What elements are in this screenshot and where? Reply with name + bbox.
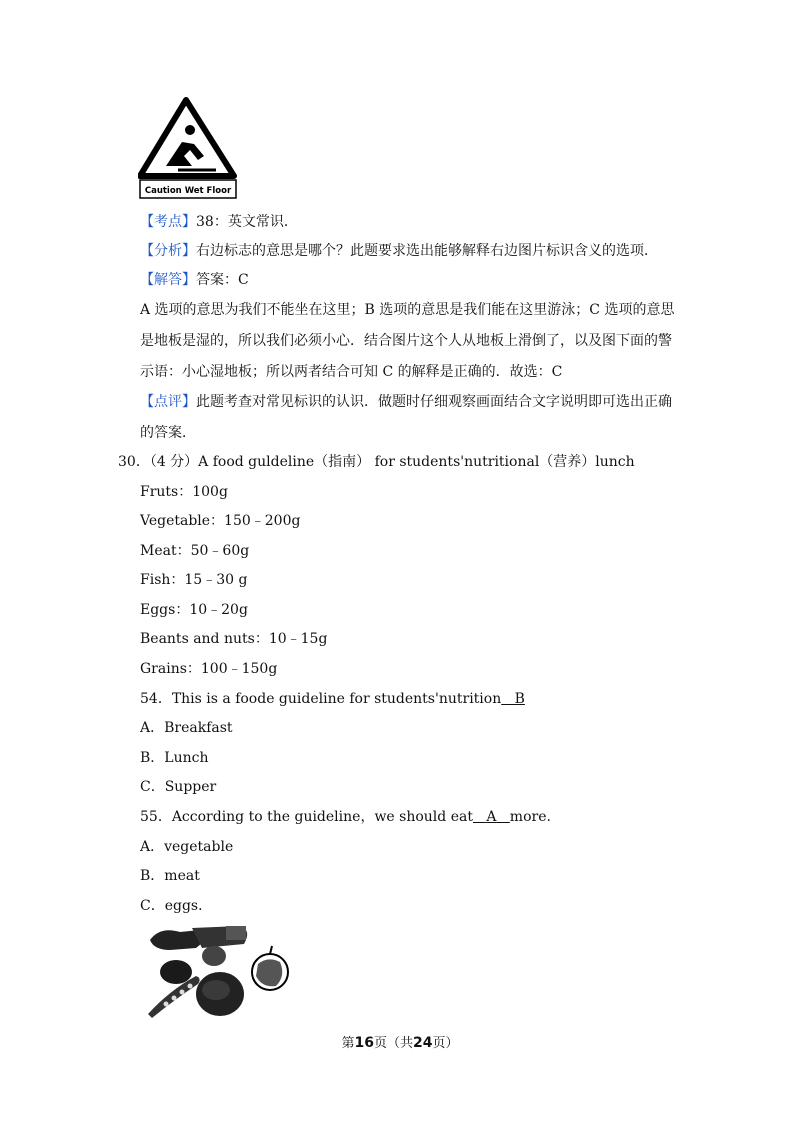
food-item: Fish：15﹣30 g <box>140 572 248 588</box>
total-pages: 24 <box>413 1035 433 1051</box>
kaodian-line <box>140 212 298 232</box>
question-54-text: 54．This is a foode guideline for students'nutrition <box>140 691 502 707</box>
dianping-text-cont: 的答案． <box>140 425 196 441</box>
food-item: Eggs：10﹣20g <box>140 602 248 618</box>
food-item: Grains：100﹣150g <box>140 661 278 677</box>
kaodian-text: 38：英文常识． <box>196 214 298 230</box>
question-55-text: 55．According to the guideline，we should eat <box>140 809 473 825</box>
food-item: Vegetable：150﹣200g <box>140 513 301 529</box>
question-54 <box>140 689 525 709</box>
dianping-tag: 【点评】 <box>140 394 196 410</box>
fenxi-tag: 【分析】 <box>140 243 196 259</box>
explain-line: 是地板是湿的，所以我们必须小心．结合图片这个人从地板上滑倒了，以及图下面的警 <box>140 333 672 349</box>
explain-line: 示语：小心湿地板；所以两者结合可知 C 的解释是正确的．故选：C <box>140 364 563 380</box>
food-illustration-image <box>140 920 300 1020</box>
option: A．Breakfast <box>140 720 233 736</box>
fenxi-text: 右边标志的意思是哪个？此题要求选出能够解释右边图片标识含义的选项． <box>196 243 658 259</box>
sign-caption: Caution Wet Floor <box>144 186 232 196</box>
option: C．eggs． <box>140 898 213 914</box>
question-30-title: 30．（4 分）A food guldeline（指南） for students'nutritional（营养）lunch <box>118 454 635 470</box>
option: B．Lunch <box>140 750 209 766</box>
current-page: 16 <box>354 1035 374 1051</box>
food-item: Fruts：100g <box>140 484 228 500</box>
dianping-text: 此题考查对常见标识的认识．做题时仔细观察画面结合文字说明即可选出正确 <box>196 394 672 410</box>
wet-floor-sign-image <box>138 96 238 200</box>
question-55-answer: A <box>486 809 497 825</box>
question-55 <box>140 807 551 827</box>
food-item: Beants and nuts：10﹣15g <box>140 631 328 647</box>
jieda-text: 答案：C <box>196 272 249 288</box>
page-footer: 第16页（共24页） <box>341 1035 459 1051</box>
fenxi-line <box>140 241 658 261</box>
food-item: Meat：50﹣60g <box>140 543 250 559</box>
jieda-tag: 【解答】 <box>140 272 196 288</box>
question-55-end: more. <box>509 809 551 825</box>
kaodian-tag: 【考点】 <box>140 214 196 230</box>
jieda-line <box>140 270 249 290</box>
question-54-answer: B <box>514 691 525 707</box>
explain-line: A 选项的意思为我们不能坐在这里；B 选项的意思是我们能在这里游泳；C 选项的意思 <box>140 302 675 318</box>
option: C．Supper <box>140 779 217 795</box>
dianping-line <box>140 392 672 412</box>
option: B．meat <box>140 868 200 884</box>
option: A．vegetable <box>140 839 234 855</box>
